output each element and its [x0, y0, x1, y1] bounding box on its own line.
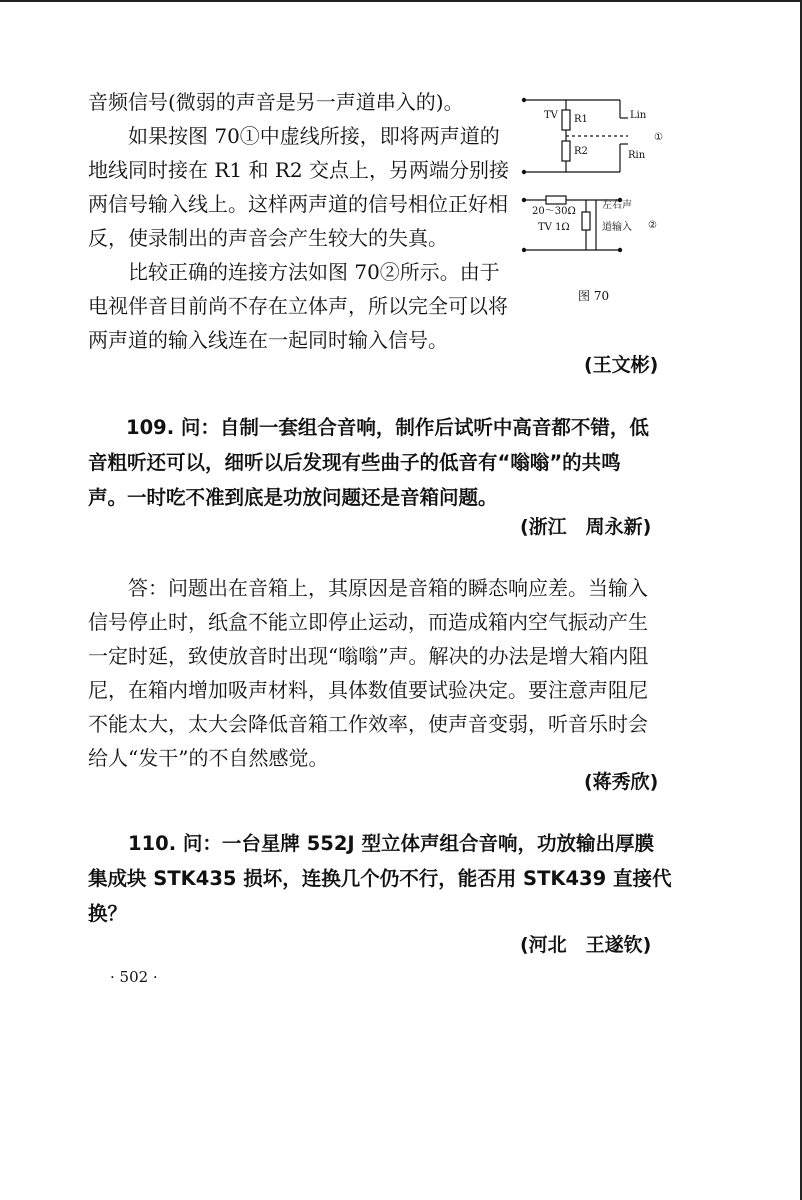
paragraph-line: 音频信号(微弱的声音是另一声道串入的)。 [88, 90, 464, 114]
label-lin: Lin [630, 110, 647, 121]
paragraph-line: 反，使录制出的声音会产生较大的失真。 [88, 226, 448, 250]
answer-109-line: 答：问题出在音箱上，其原因是音箱的瞬态响应差。当输入 [128, 576, 648, 600]
paragraph-line: 两声道的输入线连在一起同时输入信号。 [88, 328, 448, 352]
label-rin: Rin [628, 150, 646, 161]
answer-109-line: 信号停止时，纸盒不能立即停止运动，而造成箱内空气振动产生 [88, 610, 648, 634]
answer-109-line: 尼，在箱内增加吸声材料，具体数值要试验决定。要注意声阻尼 [88, 678, 648, 702]
label-circle-2: ② [648, 220, 657, 231]
label-tv-2: TV 1Ω [538, 222, 570, 233]
answer-109-line: 一定时延，致使放音时出现“嗡嗡”声。解决的办法是增大箱内阻 [88, 644, 649, 668]
question-110-line: 集成块 STK435 损坏，连换几个仍不行，能否用 STK439 直接代 [88, 867, 672, 890]
top-border [0, 0, 802, 2]
label-r1: R1 [574, 114, 588, 125]
label-lr-2: 道输入 [602, 222, 632, 233]
paragraph-line: 地线同时接在 R1 和 R2 交点上，另两端分别接 [88, 158, 509, 182]
circuit-diagram [518, 88, 678, 313]
question-110-line: 换？ [88, 902, 128, 925]
question-109-line: 音粗听还可以，细听以后发现有些曲子的低音有“嗡嗡”的共鸣 [88, 451, 621, 474]
author-signature: (王文彬) [584, 354, 659, 376]
page-number: · 502 · [110, 968, 158, 986]
paragraph-line: 比较正确的连接方法如图 70②所示。由于 [128, 260, 500, 284]
question-109-line: 109. 问：自制一套组合音响，制作后试听中高音都不错，低 [126, 416, 649, 439]
paragraph-line: 如果按图 70①中虚线所接，即将两声道的 [128, 124, 500, 148]
author-signature: (蒋秀欣) [584, 771, 659, 793]
label-lr-1: 左右声 [602, 200, 632, 211]
author-signature: (河北 王遂钦) [520, 934, 652, 956]
paragraph-line: 电视伴音目前尚不存在立体声，所以完全可以将 [88, 294, 508, 318]
question-109-line: 声。一时吃不准到底是功放问题还是音箱问题。 [88, 486, 498, 509]
figure-70 [518, 88, 678, 313]
author-signature: (浙江 周永新) [520, 516, 652, 538]
answer-109-line: 不能太大，太大会降低音箱工作效率，使声音变弱，听音乐时会 [88, 712, 648, 736]
figure-caption: 图 70 [578, 289, 610, 303]
label-tv: TV [544, 110, 558, 121]
label-circle-1: ① [654, 132, 663, 143]
label-resistance: 20～30Ω [532, 206, 576, 217]
question-110-line: 110. 问：一台星牌 552J 型立体声组合音响，功放输出厚膜 [128, 832, 654, 855]
answer-109-line: 给人“发干”的不自然感觉。 [88, 746, 329, 770]
paragraph-line: 两信号输入线上。这样两声道的信号相位正好相 [88, 192, 508, 216]
label-r2: R2 [574, 146, 588, 157]
